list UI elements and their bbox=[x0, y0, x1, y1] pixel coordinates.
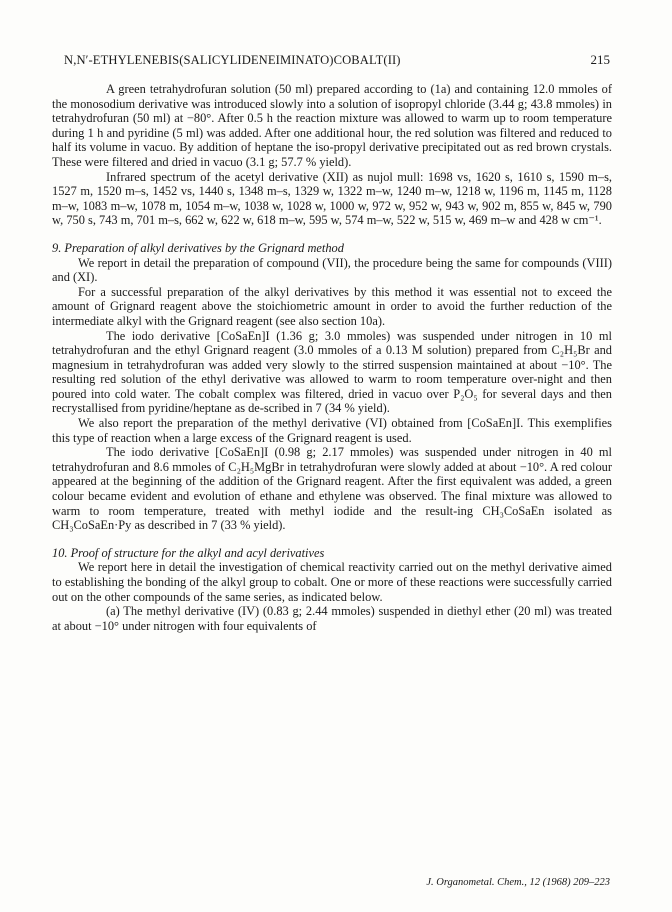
journal-citation: J. Organometal. Chem., 12 (1968) 209–223 bbox=[426, 877, 610, 888]
paragraph-methyl-intro: We also report the preparation of the methyl derivative (VI) obtained from [CoSaEn]I. This exemplifies this type of reaction when a large excess of the Grignard reagent is used. bbox=[52, 416, 612, 445]
paragraph-ir-spectrum: Infrared spectrum of the acetyl derivative (XII) as nujol mull: 1698 vs, 1620 s, 1610 s, 1590 m–s, 1527 m, 1520 m–s, 1452 vs, 1440 s, 1348 m–s, 1329 w, 1322 m–w, 1240 m–w, 1218 w, 1196 m, 1145 m, 1128 m–w, 1083 m–w, 1078 m, 1054 m–w, 1038 w, 1028 w, 1000 w, 972 w, 952 w, 943 w, 902 m, 855 w, 845 w, 790 w, 750 s, 743 m, 701 m–s, 662 w, 622 w, 618 m–w, 595 w, 574 m–w, 522 w, 515 w, 469 m–w and 428 w cm⁻¹. bbox=[52, 169, 612, 228]
section-heading-9: 9. Preparation of alkyl derivatives by the Grignard method bbox=[52, 240, 344, 255]
paragraph-structure-intro: We report here in detail the investigation of chemical reactivity carried out on the methyl derivative aimed to establishing the bonding of the alkyl group to cobalt. One or more of these reactions were successfully carried out on the other compounds of the same series, as indicated below. bbox=[52, 560, 612, 604]
running-header bbox=[64, 52, 610, 68]
paragraph-grignard-intro: We report in detail the preparation of compound (VII), the procedure being the same for compounds (VIII) and (XI). bbox=[52, 255, 612, 285]
paragraph-ethyl-prep: The iodo derivative [CoSaEn]I (1.36 g; 3.0 mmoles) was suspended under nitrogen in 10 ml tetrahydrofuran and the ethyl Grignard reagent (3.0 mmoles of a 0.13 M solution) prepared from C₂H₅Br and magnesium in tetrahydrofuran was added very slowly to the stirred suspension maintained at about −10°. The resulting red solution of the ethyl derivative was allowed to warm to room temperature over-night and then poured into cold water. The cobalt complex was filtered, dried in vacuo over P₂O₅ for several days and then recrystallised from pyridine/heptane as de-scribed in 7 (34 % yield). bbox=[52, 328, 612, 416]
paragraph-methyl-reaction-a: (a) The methyl derivative (IV) (0.83 g; 2.44 mmoles) suspended in diethyl ether (20 ml) was treated at about −10° under nitrogen with four equivalents of bbox=[52, 604, 612, 633]
running-title: N,N′-ETHYLENEBIS(SALICYLIDENEIMINATO)COBALT(II) bbox=[64, 53, 401, 67]
paragraph-grignard-note: For a successful preparation of the alkyl derivatives by this method it was essential not to exceed the amount of Grignard reagent above the stoichiometric amount in order to avoid the further reduction of the intermediate alkyl with the Grignard reagent (see also section 10a). bbox=[52, 284, 612, 328]
paragraph-isopropyl-prep: A green tetrahydrofuran solution (50 ml) prepared according to (1a) and containing 12.0 mmoles of the monosodium derivative was introduced slowly into a solution of isopropyl chloride (3.44 g; 43.8 mmoles) in tetrahydrofuran (50 ml) at −80°. After 0.5 h the reaction mixture was allowed to warm up to room temperature during 1 h and pyridine (5 ml) was added. After one additional hour, the red solution was filtered and reduced to half its volume in vacuo. By addition of heptane the iso-propyl derivative precipitated out as red brown crystals. These were filtered and dried in vacuo (3.1 g; 57.7 % yield). bbox=[52, 82, 612, 169]
article-body bbox=[52, 82, 612, 633]
paragraph-methyl-prep: The iodo derivative [CoSaEn]I (0.98 g; 2.17 mmoles) was suspended under nitrogen in 40 ml tetrahydrofuran and 8.6 mmoles of C₂H₅MgBr in tetrahydrofuran were slowly added at about −10°. A red colour appeared at the beginning of the addition of the Grignard reagent. After the first equivalent was added, a green colour became evident and evolution of ethane and ethylene was observed. The final mixture was allowed to warm to room temperature, treated with methyl iodide and the result-ing CH₃CoSaEn isolated as CH₃CoSaEn·Py as described in 7 (33 % yield). bbox=[52, 445, 612, 533]
section-heading-10: 10. Proof of structure for the alkyl and acyl derivatives bbox=[52, 545, 325, 560]
page-number: 215 bbox=[590, 52, 610, 67]
